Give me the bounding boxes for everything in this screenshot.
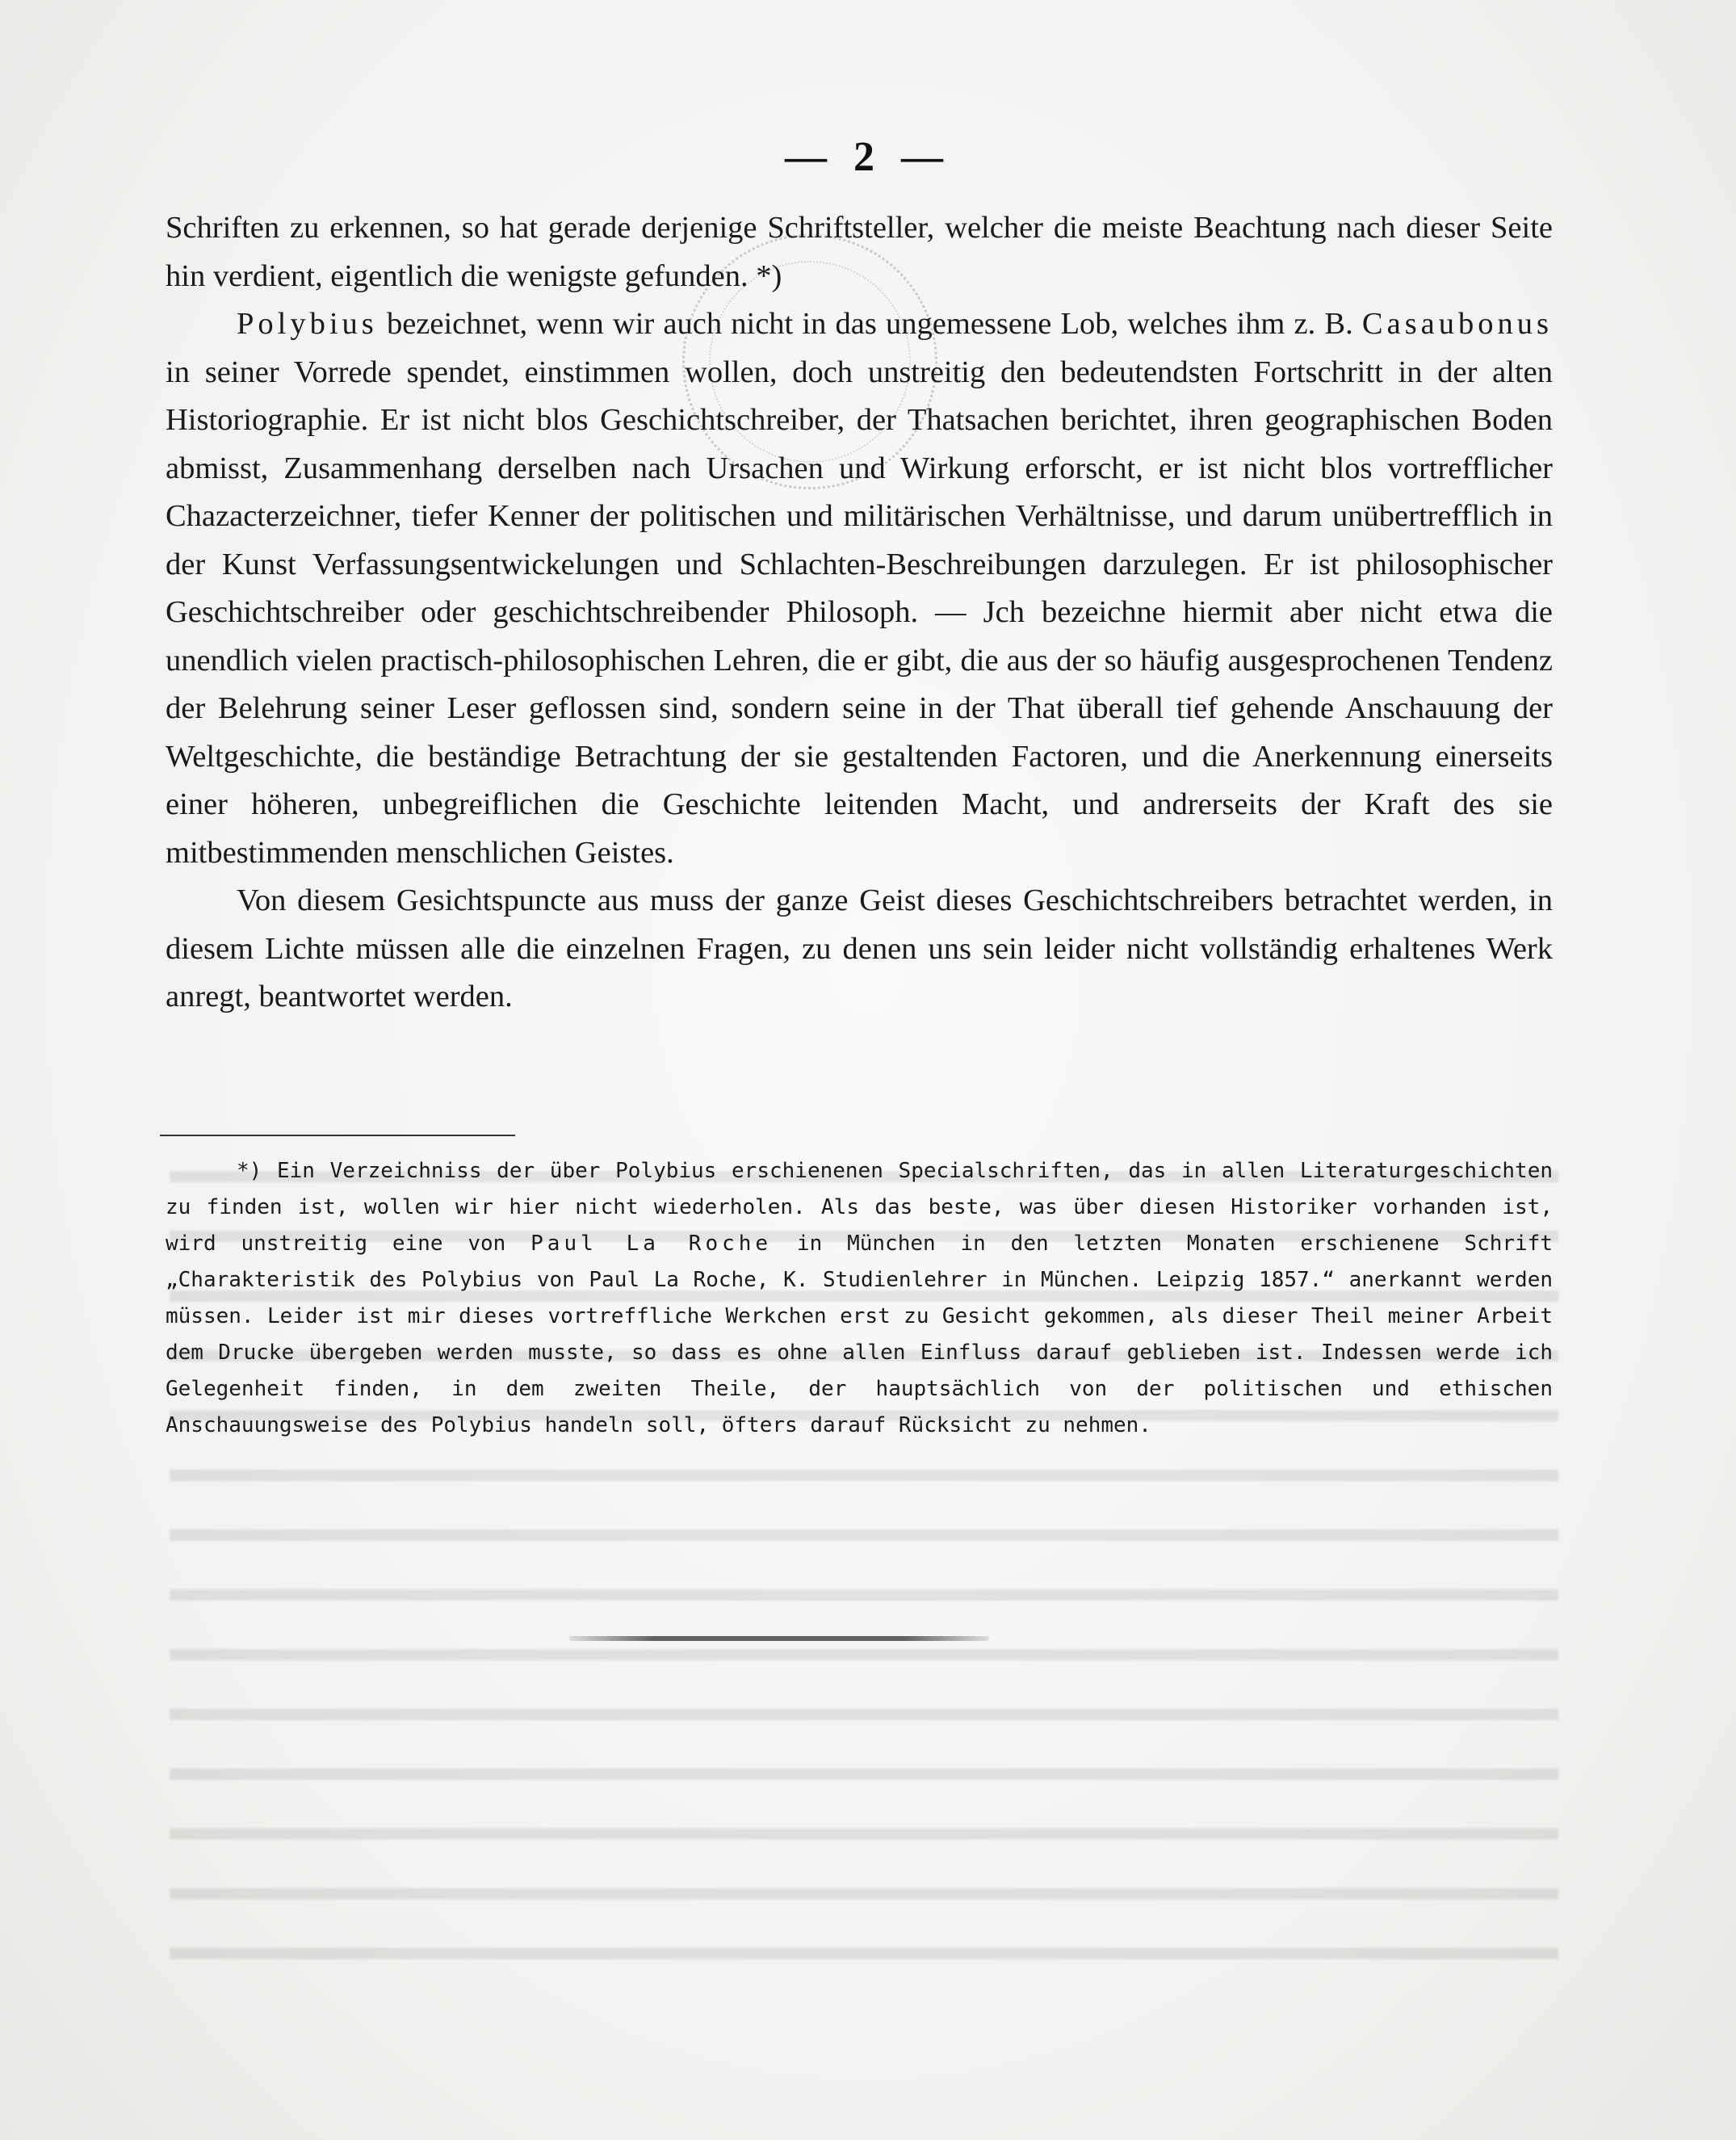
author-name-casaubonus: Casaubonus (1361, 307, 1553, 341)
body-text (166, 204, 1553, 1022)
page-number: — 2 — (785, 134, 951, 180)
show-through-rule (569, 1636, 989, 1641)
footnote (166, 1153, 1553, 1444)
author-name-polybius: Polybius (237, 307, 378, 341)
paragraph-continuation: Schriften zu erkennen, so hat gerade derjenige Schriftsteller, welcher die meiste Beachtung nach dieser Seite hin verdient, eigentlich die wenigste gefunden. *) (166, 211, 1553, 293)
footnote-divider (160, 1135, 515, 1136)
paragraph-conclusion: Von diesem Gesichtspuncte aus muss der ganze Geist dieses Geschichtschreibers betrachtet werden, in diesem Lichte müssen alle die einzelnen Fragen, zu denen uns sein leider nicht vollständig erhaltenes Werk anregt, beantwortet werden. (166, 883, 1553, 1013)
footnote-author-name: Paul La Roche (530, 1232, 773, 1256)
paragraph-polybius: Polybius bezeichnet, wenn wir auch nicht in das ungemessene Lob, welches ihm z. B. Casaubonus in seiner Vorrede spendet, einstimmen wollen, doch unstreitig den bedeutendsten Fortschritt in der alten Historiographie. Er ist nicht blos Geschichtschreiber, der Thatsachen berichtet, ihren geographischen Boden abmisst, Zusammenhang derselben nach Ursachen und Wirkung erforscht, er ist nicht blos vortrefflicher Chazacterzeichner, tiefer Kenner der politischen und militärischen Verhältnisse, und darum unübertrefflich in der Kunst Verfassungsentwickelungen und Schlachten-Beschreibungen darzulegen. Er ist philosophischer Geschichtschreiber oder geschichtschreibender Philosoph. — Jch bezeichne hiermit aber nicht etwa die unendlich vielen practisch-philosophischen Lehren, die er gibt, die aus der so häufig ausgesprochenen Tendenz der Belehrung seiner Leser geflossen sind, sondern seine in der That überall tief gehende Anschauung der Weltgeschichte, die beständige Betrachtung der sie gestaltenden Factoren, und die Anerkennung einerseits einer höheren, unbegreiflichen die Geschichte leitenden Macht, und andrerseits der Kraft des sie mitbestimmenden menschlichen Geistes. (166, 307, 1553, 870)
footnote-text: *) Ein Verzeichniss der über Polybius erschienenen Specialschriften, das in allen Literaturgeschichten zu finden ist, wollen wir hier nicht wiederholen. Als das beste, was über diesen Historiker vorhanden ist, wird unstreitig eine von Paul La Roche in München in den letzten Monaten erschienene Schrift „Charakteristik des Polybius von Paul La Roche, K. Studienlehrer in München. Leipzig 1857.“ anerkannt werden müssen. Leider ist mir dieses vortreffliche Werkchen erst zu Gesicht gekommen, als dieser Theil meiner Arbeit dem Drucke übergeben werden musste, so dass es ohne allen Einfluss darauf geblieben ist. Indessen werde ich Gelegenheit finden, in dem zweiten Theile, der hauptsächlich von der politischen und ethischen Anschauungsweise des Polybius handeln soll, öfters darauf Rücksicht zu nehmen. (166, 1159, 1553, 1437)
